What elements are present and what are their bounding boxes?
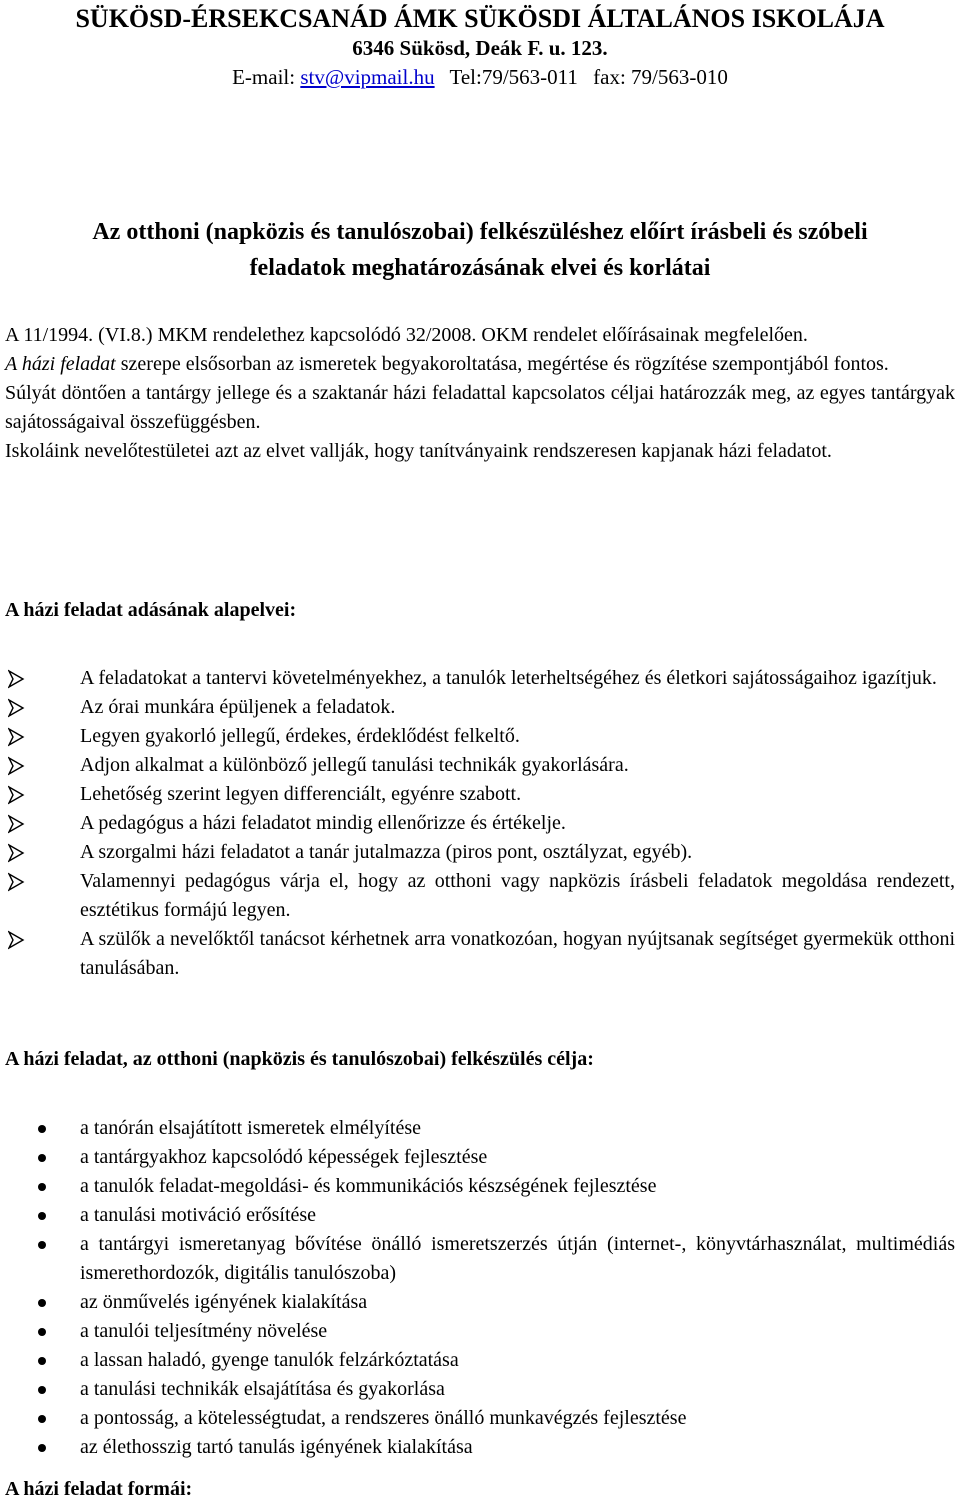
list-item-text: a tanulási technikák elsajátítása és gyakorlása <box>80 1378 445 1400</box>
list-item <box>5 809 955 838</box>
bullet-dot-icon <box>38 1357 46 1365</box>
school-address: 6346 Sükösd, Deák F. u. 123. <box>352 36 608 60</box>
list-item <box>5 1143 955 1172</box>
email-link[interactable]: stv@vipmail.hu <box>300 65 435 89</box>
list-item-text: a tanórán elsajátított ismeretek elmélyítése <box>80 1117 421 1139</box>
list-item <box>5 1114 955 1143</box>
intro-paragraph-weight: Súlyát döntően a tantárgy jellege és a szaktanár házi feladattal kapcsolatos céljai határozzák meg, az egyes tantárgyak sajátosságaival összefüggésben. <box>5 382 955 433</box>
list-item <box>5 693 955 722</box>
goals-list <box>5 1114 955 1462</box>
list-item <box>5 1404 955 1433</box>
list-item-text: Adjon alkalmat a különböző jellegű tanulási technikák gyakorlására. <box>80 754 629 776</box>
arrowhead-bullet-icon <box>8 693 28 722</box>
list-item <box>5 722 955 751</box>
list-item <box>5 751 955 780</box>
list-item <box>5 867 955 925</box>
list-item-text: A pedagógus a házi feladatot mindig ellenőrizze és értékelje. <box>80 812 566 834</box>
list-item-text: a tanulók feladat-megoldási- és kommunikációs készségének fejlesztése <box>80 1175 657 1197</box>
arrowhead-bullet-icon <box>8 664 28 693</box>
arrowhead-bullet-icon <box>8 751 28 780</box>
arrowhead-bullet-icon <box>8 925 28 954</box>
bullet-dot-icon <box>38 1154 46 1162</box>
list-item-text: A szülők a nevelőktől tanácsot kérhetnek arra vonatkozóan, hogyan nyújtsanak segítséget gyermekük otthoni tanulásában. <box>80 928 955 979</box>
bullet-dot-icon <box>38 1444 46 1452</box>
bullet-dot-icon <box>38 1241 46 1249</box>
document-title-line-2: feladatok meghatározásának elvei és korlátai <box>249 255 711 281</box>
principles-heading: A házi feladat adásának alapelvei: <box>5 599 297 621</box>
list-item-text: A szorgalmi házi feladatot a tanár jutalmazza (piros pont, osztályzat, egyéb). <box>80 841 693 863</box>
list-item-text: a pontosság, a kötelességtudat, a rendszeres önálló munkavégzés fejlesztése <box>80 1407 687 1429</box>
list-item-text: az élethosszig tartó tanulás igényének kialakítása <box>80 1436 473 1458</box>
list-item-text: Lehetőség szerint legyen differenciált, egyénre szabott. <box>80 783 522 805</box>
arrowhead-bullet-icon <box>8 809 28 838</box>
phone-number: Tel:79/563-011 <box>449 65 578 89</box>
list-item <box>5 1317 955 1346</box>
list-item-text: a tanulási motiváció erősítése <box>80 1204 317 1226</box>
list-item-text: Legyen gyakorló jellegű, érdekes, érdeklődést felkeltő. <box>80 725 520 747</box>
intro-paragraph-role <box>5 350 955 379</box>
intro-paragraph-principle: Iskoláink nevelőtestületei azt az elvet vallják, hogy tanítványaink rendszeresen kapjanak házi feladatot. <box>5 440 832 462</box>
list-item-text: a tantárgyakhoz kapcsolódó képességek fejlesztése <box>80 1146 488 1168</box>
intro-section <box>5 321 955 466</box>
list-item <box>5 1346 955 1375</box>
list-item-text: A feladatokat a tantervi követelményekhez, a tanulók leterheltségéhez és életkori sajátosságaihoz igazítjuk. <box>80 667 937 689</box>
bullet-dot-icon <box>38 1125 46 1133</box>
arrowhead-bullet-icon <box>8 722 28 751</box>
principles-list <box>5 664 955 983</box>
fax-number: fax: 79/563-010 <box>593 65 728 89</box>
list-item <box>5 1375 955 1404</box>
list-item <box>5 1288 955 1317</box>
list-item <box>5 1230 955 1288</box>
list-item <box>5 925 955 983</box>
goals-heading: A házi feladat, az otthoni (napközis és tanulószobai) felkészülés célja: <box>5 1048 594 1070</box>
bullet-dot-icon <box>38 1212 46 1220</box>
list-item-text: a lassan haladó, gyenge tanulók felzárkóztatása <box>80 1349 459 1371</box>
list-item-text: az önművelés igényének kialakítása <box>80 1291 368 1313</box>
list-item-text: a tantárgyi ismeretanyag bővítése önálló ismeretszerzés útján (internet-, könyvtárhasználat, multimédiás ismerethordozók, digitális tanulószoba) <box>80 1233 955 1284</box>
arrowhead-bullet-icon <box>8 780 28 809</box>
bullet-dot-icon <box>38 1415 46 1423</box>
list-item-text: Az órai munkára épüljenek a feladatok. <box>80 696 396 718</box>
list-item <box>5 838 955 867</box>
list-item <box>5 1172 955 1201</box>
bullet-dot-icon <box>38 1299 46 1307</box>
document-title <box>0 214 960 286</box>
list-item-text: Valamennyi pedagógus várja el, hogy az otthoni vagy napközis írásbeli feladatok megoldása rendezett, esztétikus formájú legyen. <box>80 870 955 921</box>
bullet-dot-icon <box>38 1183 46 1191</box>
list-item-text: a tanulói teljesítmény növelése <box>80 1320 328 1342</box>
list-item <box>5 1433 955 1462</box>
school-name: SÜKÖSD-ÉRSEKCSANÁD ÁMK SÜKÖSDI ÁLTALÁNOS ISKOLÁJA <box>75 4 885 33</box>
document-title-line-1: Az otthoni (napközis és tanulószobai) felkészüléshez előírt írásbeli és szóbeli <box>92 219 868 245</box>
email-label: E-mail: <box>232 65 296 89</box>
list-item <box>5 1201 955 1230</box>
contact-line <box>0 64 960 90</box>
arrowhead-bullet-icon <box>8 838 28 867</box>
arrowhead-bullet-icon <box>8 867 28 896</box>
intro-role-text: szerepe elsősorban az ismeretek begyakoroltatása, megértése és rögzítése szempontjából fontos. <box>115 353 889 375</box>
bullet-dot-icon <box>38 1328 46 1336</box>
intro-italic-term: A házi feladat <box>5 353 116 375</box>
intro-paragraph-regulation: A 11/1994. (VI.8.) MKM rendelethez kapcsolódó 32/2008. OKM rendelet előírásainak megfelelően. <box>5 324 808 346</box>
forms-heading: A házi feladat formái: <box>5 1478 193 1500</box>
bullet-dot-icon <box>38 1386 46 1394</box>
list-item <box>5 780 955 809</box>
list-item <box>5 664 955 693</box>
